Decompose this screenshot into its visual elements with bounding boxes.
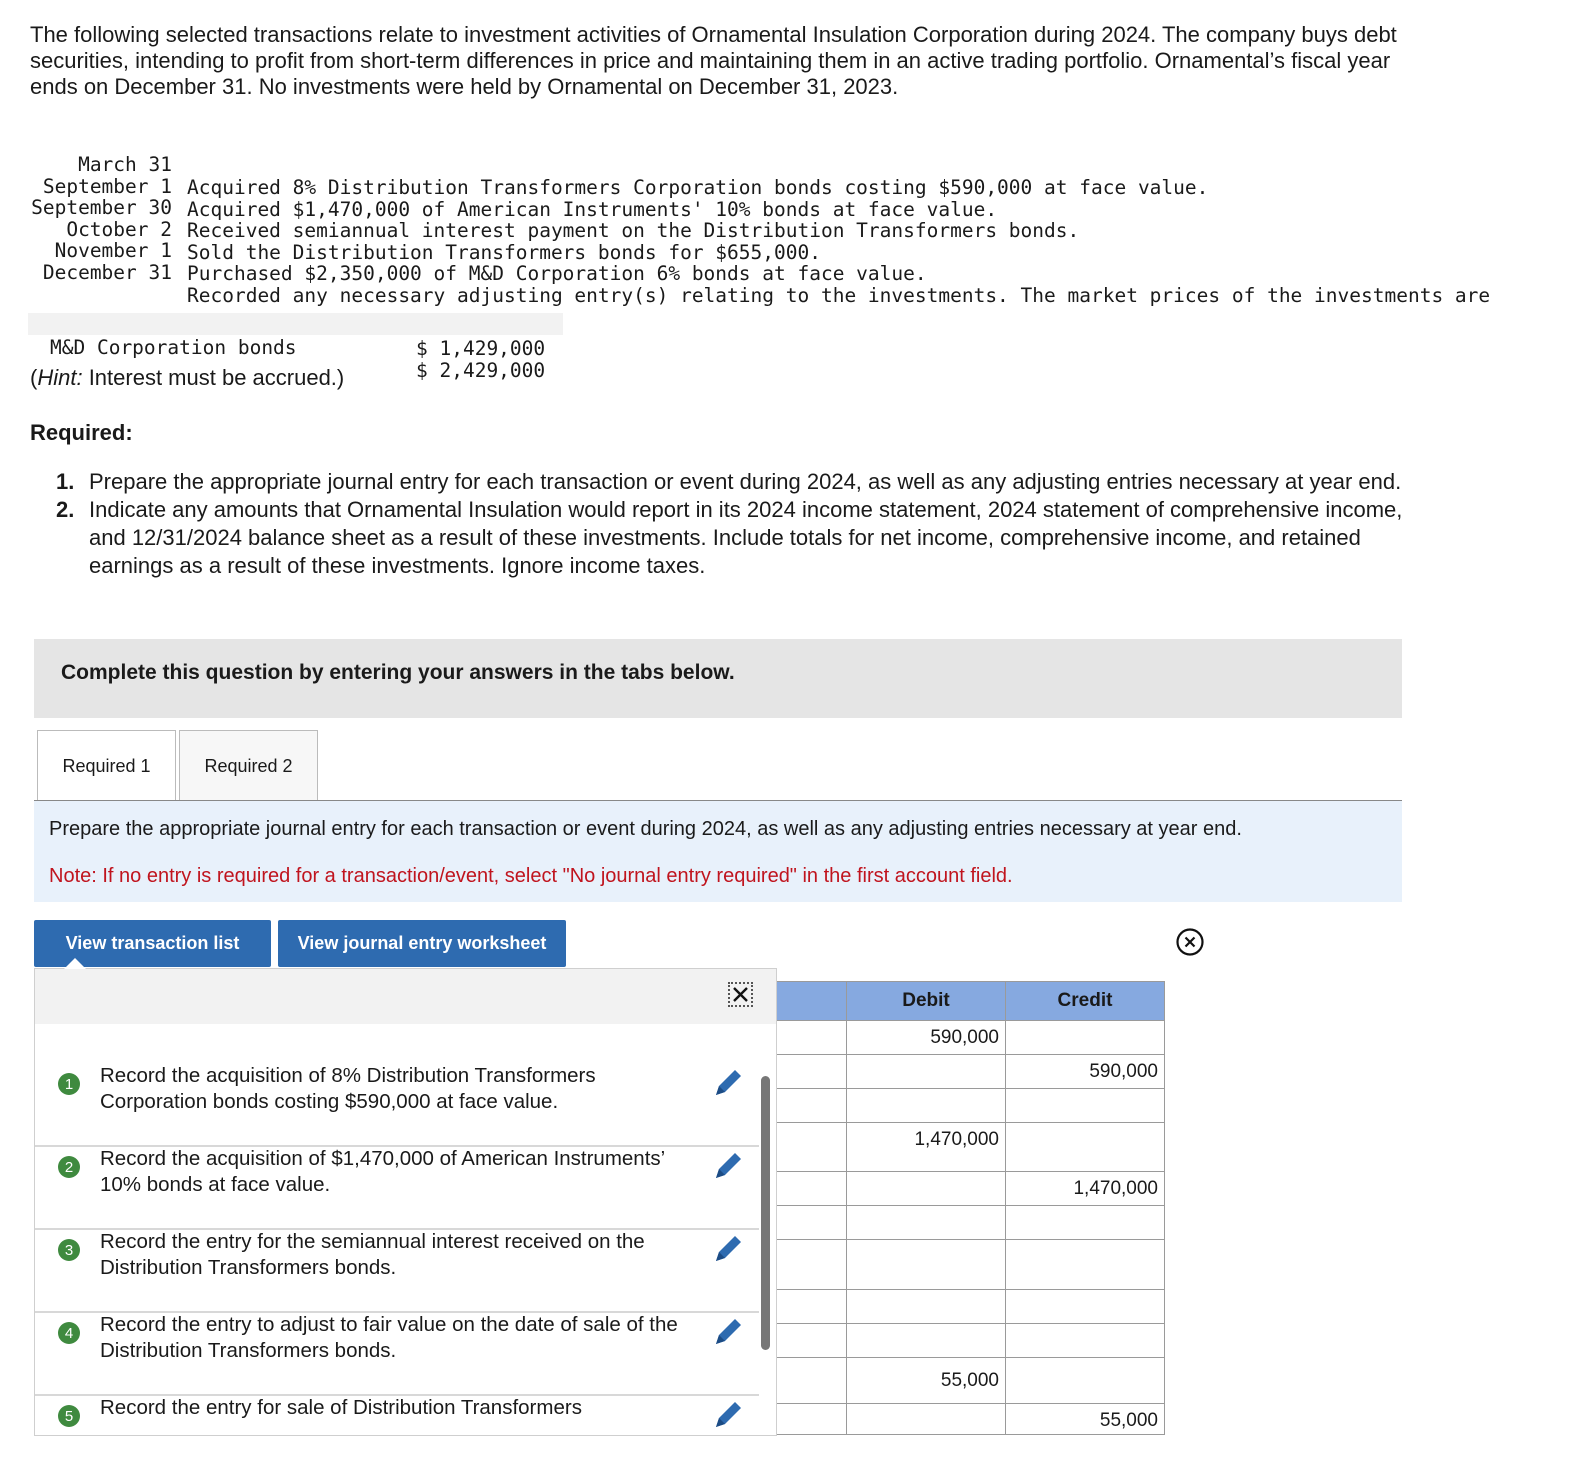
journal-row bbox=[776, 1290, 1165, 1324]
credit-cell[interactable]: 1,470,000 bbox=[1006, 1172, 1165, 1206]
debit-cell[interactable]: 590,000 bbox=[847, 1021, 1006, 1055]
debit-cell[interactable] bbox=[847, 1206, 1006, 1240]
journal-row bbox=[776, 1240, 1165, 1290]
hint-paren: ( bbox=[30, 365, 38, 390]
credit-cell[interactable] bbox=[1006, 1089, 1165, 1123]
transaction-date: October 2 bbox=[66, 217, 172, 241]
credit-cell[interactable] bbox=[1006, 1324, 1165, 1358]
credit-column-header: Credit bbox=[1006, 982, 1165, 1021]
requirement-text: Prepare the appropriate journal entry for each transaction or event during 2024, as well as any adjusting entries necessary at year end. bbox=[89, 469, 1402, 494]
account-cell[interactable] bbox=[776, 1240, 847, 1290]
account-cell[interactable] bbox=[776, 1206, 847, 1240]
transaction-list-item[interactable] bbox=[35, 1146, 759, 1230]
debit-cell[interactable] bbox=[847, 1290, 1006, 1324]
journal-header-row bbox=[776, 982, 1165, 1021]
account-cell[interactable] bbox=[776, 1290, 847, 1324]
view-journal-worksheet-button[interactable]: View journal entry worksheet bbox=[278, 920, 566, 967]
edit-pencil-icon[interactable] bbox=[712, 1233, 744, 1270]
transaction-number-badge: 2 bbox=[58, 1156, 80, 1178]
hint-text bbox=[30, 365, 344, 391]
journal-row bbox=[776, 1172, 1165, 1206]
transaction-date: December 31 bbox=[42, 261, 172, 284]
journal-entry-table bbox=[775, 981, 1165, 1435]
account-column-header bbox=[776, 982, 847, 1021]
required-heading: Required: bbox=[30, 420, 133, 445]
credit-cell[interactable] bbox=[1006, 1123, 1165, 1172]
close-icon[interactable] bbox=[1176, 928, 1204, 956]
transaction-text: Recorded any necessary adjusting entry(s) relating to the investments. The market prices of the investments are bbox=[187, 284, 1491, 307]
credit-cell[interactable] bbox=[1006, 1290, 1165, 1324]
transaction-description: Record the acquisition of $1,470,000 of American Instruments’ 10% bonds at face value. bbox=[100, 1147, 665, 1196]
debit-cell[interactable] bbox=[847, 1089, 1006, 1123]
journal-row bbox=[776, 1324, 1165, 1358]
journal-row bbox=[776, 1123, 1165, 1172]
requirement-number: 2. bbox=[56, 497, 75, 522]
transaction-text: Sold the Distribution Transformers bonds for $655,000. bbox=[187, 240, 821, 264]
popup-scrollbar[interactable] bbox=[761, 1076, 770, 1350]
debit-cell[interactable]: 55,000 bbox=[847, 1358, 1006, 1404]
instruction-panel bbox=[34, 801, 1402, 902]
transaction-number-badge: 3 bbox=[58, 1239, 80, 1261]
complete-banner-text: Complete this question by entering your answers in the tabs below. bbox=[61, 661, 735, 684]
transaction-description: Record the acquisition of 8% Distribution Transformers Corporation bonds costing $590,000 at face value. bbox=[100, 1064, 596, 1113]
debit-cell[interactable] bbox=[847, 1324, 1006, 1358]
transaction-list-item[interactable] bbox=[35, 1063, 759, 1147]
instruction-note: Note: If no entry is required for a transaction/event, select "No journal entry required" in the first account field. bbox=[49, 865, 1013, 887]
journal-row bbox=[776, 1089, 1165, 1123]
intro-paragraph: The following selected transactions relate to investment activities of Ornamental Insulation Corporation during 2024. The company buys debt securities, intending to profit from short-term differences in price and maintaining them in an active trading portfolio. Ornamental’s fiscal year ends on December 31. No investments were held by Ornamental on December 31, 2023. bbox=[30, 22, 1397, 99]
transaction-description: Record the entry to adjust to fair value on the date of sale of the Distribution Transformers bonds. bbox=[100, 1313, 678, 1362]
popup-header bbox=[35, 969, 776, 1024]
journal-row bbox=[776, 1055, 1165, 1089]
transaction-text: Acquired 8% Distribution Transformers Corporation bonds costing $590,000 at face value. bbox=[187, 176, 1209, 199]
journal-row bbox=[776, 1206, 1165, 1240]
transaction-text: Received semiannual interest payment on the Distribution Transformers bonds. bbox=[187, 219, 1080, 243]
credit-cell[interactable] bbox=[1006, 1206, 1165, 1240]
complete-banner bbox=[34, 639, 1402, 718]
edit-pencil-icon[interactable] bbox=[712, 1067, 744, 1104]
account-cell[interactable] bbox=[776, 1358, 847, 1404]
requirement-item bbox=[30, 496, 1430, 580]
transaction-list-item[interactable] bbox=[35, 1312, 759, 1396]
credit-cell[interactable]: 590,000 bbox=[1006, 1055, 1165, 1089]
transaction-list-item[interactable] bbox=[35, 1395, 759, 1436]
debit-cell[interactable] bbox=[847, 1055, 1006, 1089]
account-cell[interactable] bbox=[776, 1172, 847, 1206]
debit-cell[interactable] bbox=[847, 1404, 1006, 1435]
journal-row bbox=[776, 1021, 1165, 1055]
account-cell[interactable] bbox=[776, 1324, 847, 1358]
tab-required-1[interactable]: Required 1 bbox=[37, 730, 176, 802]
credit-cell[interactable] bbox=[1006, 1240, 1165, 1290]
tab-required-2[interactable]: Required 2 bbox=[179, 730, 318, 802]
investment-price: $ 2,429,000 bbox=[416, 359, 546, 382]
requirement-text: Indicate any amounts that Ornamental Insulation would report in its 2024 income statement, 2024 statement of comprehensive income, and 12/31/2024 balance sheet as a result of these investments. Include totals for net income, comprehensive income, and retained earnings as a result of these investments. Ignore income taxes. bbox=[89, 497, 1403, 578]
account-cell[interactable] bbox=[776, 1089, 847, 1123]
credit-cell[interactable]: 55,000 bbox=[1006, 1404, 1165, 1435]
edit-pencil-icon[interactable] bbox=[712, 1316, 744, 1353]
transaction-list-popup bbox=[34, 968, 777, 1436]
transaction-schedule bbox=[0, 130, 1586, 307]
popup-pointer bbox=[64, 958, 86, 969]
requirement-item bbox=[30, 468, 1430, 496]
account-cell[interactable] bbox=[776, 1021, 847, 1055]
debit-cell[interactable] bbox=[847, 1172, 1006, 1206]
credit-cell[interactable] bbox=[1006, 1358, 1165, 1404]
transaction-text: Acquired $1,470,000 of American Instruments' 10% bonds at face value. bbox=[187, 197, 998, 221]
transaction-date: March 31 bbox=[78, 153, 172, 176]
edit-pencil-icon[interactable] bbox=[712, 1150, 744, 1187]
requirements-list bbox=[30, 468, 1430, 580]
transaction-date: November 1 bbox=[54, 239, 172, 263]
edit-pencil-icon[interactable] bbox=[712, 1399, 744, 1436]
account-cell[interactable] bbox=[776, 1404, 847, 1435]
transaction-number-badge: 4 bbox=[58, 1322, 80, 1344]
journal-row bbox=[776, 1358, 1165, 1404]
debit-column-header: Debit bbox=[847, 982, 1006, 1021]
instruction-text: Prepare the appropriate journal entry for each transaction or event during 2024, as well as any adjusting entries necessary at year end. bbox=[49, 818, 1242, 840]
transaction-description: Record the entry for the semiannual interest received on the Distribution Transformers bonds. bbox=[100, 1230, 645, 1279]
view-transaction-list-button[interactable]: View transaction list bbox=[34, 920, 271, 967]
transaction-date: September 1 bbox=[42, 174, 172, 198]
credit-cell[interactable] bbox=[1006, 1021, 1165, 1055]
hint-body: Interest must be accrued.) bbox=[82, 365, 345, 390]
transaction-date: September 30 bbox=[31, 196, 172, 220]
transaction-text: Purchased $2,350,000 of M&D Corporation 6% bonds at face value. bbox=[187, 262, 927, 286]
hint-label: Hint: bbox=[37, 365, 83, 390]
transaction-number-badge: 1 bbox=[58, 1073, 80, 1095]
debit-cell[interactable]: 1,470,000 bbox=[847, 1123, 1006, 1172]
requirement-number: 1. bbox=[56, 469, 75, 494]
journal-row bbox=[776, 1404, 1165, 1435]
investment-price: $ 1,429,000 bbox=[416, 337, 546, 360]
popup-close-icon[interactable] bbox=[728, 982, 753, 1007]
transaction-list-item[interactable] bbox=[35, 1229, 759, 1313]
account-cell[interactable] bbox=[776, 1123, 847, 1172]
debit-cell[interactable] bbox=[847, 1240, 1006, 1290]
transaction-description: Record the entry for sale of Distribution Transformers bbox=[100, 1396, 582, 1419]
investment-name: M&D Corporation bonds bbox=[50, 336, 297, 359]
account-cell[interactable] bbox=[776, 1055, 847, 1089]
transaction-number-badge: 5 bbox=[58, 1405, 80, 1427]
